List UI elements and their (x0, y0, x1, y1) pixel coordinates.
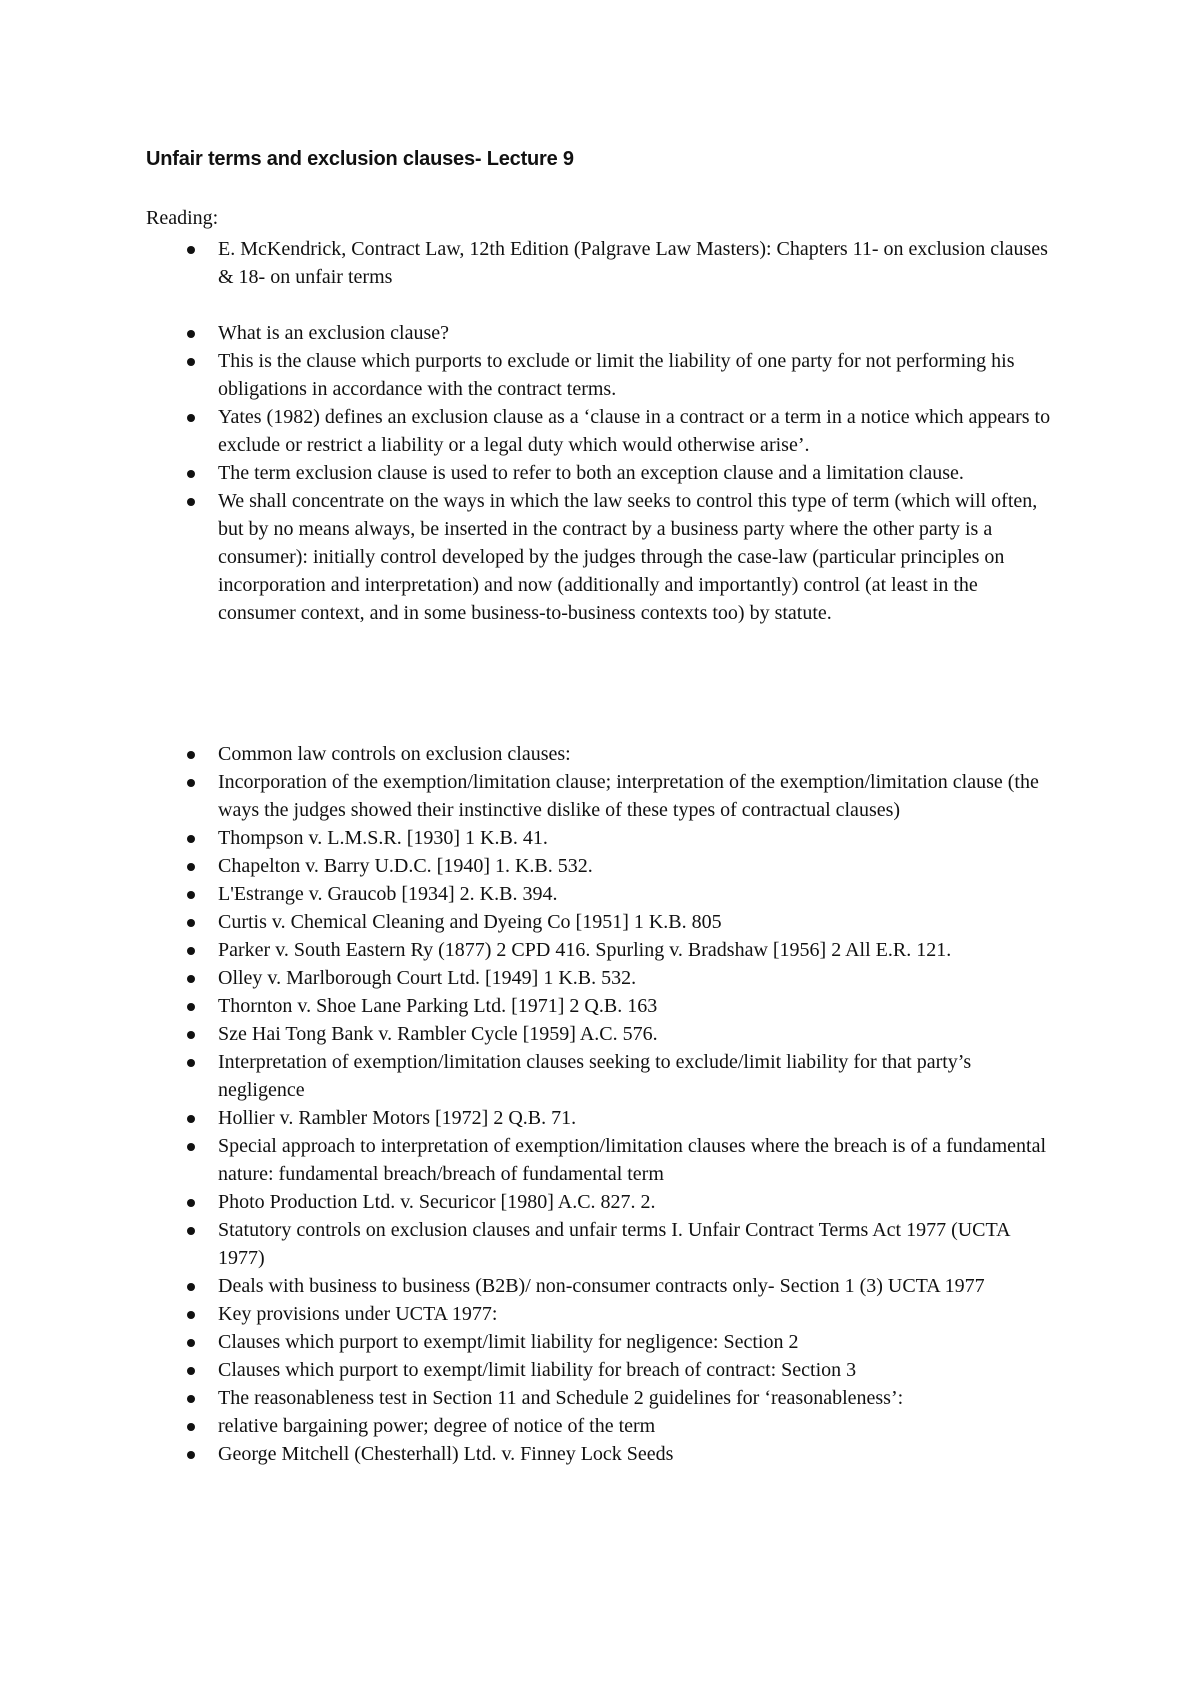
list-item: Chapelton v. Barry U.D.C. [1940] 1. K.B. 532. (0, 852, 1060, 880)
bullet-icon (187, 1311, 195, 1319)
list-item: Hollier v. Rambler Motors [1972] 2 Q.B. 71. (0, 1104, 1060, 1132)
bullet-icon (187, 1227, 195, 1235)
list-item: relative bargaining power; degree of notice of the term (0, 1412, 1060, 1440)
list-item: Olley v. Marlborough Court Ltd. [1949] 1 K.B. 532. (0, 964, 1060, 992)
bullet-icon (187, 891, 195, 899)
bullet-icon (187, 1423, 195, 1431)
bullet-icon (187, 498, 195, 506)
list-item: Yates (1982) defines an exclusion clause as a ‘clause in a contract or a term in a notice which appears to exclude or restrict a liability or a legal duty which would otherwise arise’. (0, 403, 1060, 459)
list-item: Clauses which purport to exempt/limit liability for breach of contract: Section 3 (0, 1356, 1060, 1384)
bullet-icon (187, 1339, 195, 1347)
bullet-icon (187, 975, 195, 983)
bullet-icon (187, 835, 195, 843)
bullet-icon (187, 1395, 195, 1403)
list-item: Clauses which purport to exempt/limit liability for negligence: Section 2 (0, 1328, 1060, 1356)
bullet-icon (187, 919, 195, 927)
list-item: Statutory controls on exclusion clauses and unfair terms I. Unfair Contract Terms Act 1977 (UCTA 1977) (0, 1216, 1060, 1272)
bullet-icon (187, 1451, 195, 1459)
list-item: Deals with business to business (B2B)/ non-consumer contracts only- Section 1 (3) UCTA 1977 (0, 1272, 1060, 1300)
bullet-icon (187, 863, 195, 871)
list-item: E. McKendrick, Contract Law, 12th Edition (Palgrave Law Masters): Chapters 11- on exclusion clauses & 18- on unfair terms (0, 235, 1060, 291)
list-item: Photo Production Ltd. v. Securicor [1980] A.C. 827. 2. (0, 1188, 1060, 1216)
document-title: Unfair terms and exclusion clauses- Lecture 9 (146, 148, 574, 170)
bullet-icon (187, 1367, 195, 1375)
list-item: Incorporation of the exemption/limitation clause; interpretation of the exemption/limitation clause (the ways the judges showed their instinctive dislike of these types of contractual clauses) (0, 768, 1060, 824)
list-item: L'Estrange v. Graucob [1934] 2. K.B. 394. (0, 880, 1060, 908)
intro-list (0, 319, 1200, 627)
reading-list (0, 235, 1200, 291)
bullet-icon (187, 1031, 195, 1039)
bullet-icon (187, 751, 195, 759)
list-item: Special approach to interpretation of exemption/limitation clauses where the breach is of a fundamental nature: fundamental breach/breach of fundamental term (0, 1132, 1060, 1188)
bullet-icon (187, 1283, 195, 1291)
bullet-icon (187, 1143, 195, 1151)
list-item: Thompson v. L.M.S.R. [1930] 1 K.B. 41. (0, 824, 1060, 852)
list-item: Common law controls on exclusion clauses: (0, 740, 1060, 768)
list-item: Interpretation of exemption/limitation clauses seeking to exclude/limit liability for that party’s negligence (0, 1048, 1060, 1104)
list-item: Parker v. South Eastern Ry (1877) 2 CPD 416. Spurling v. Bradshaw [1956] 2 All E.R. 121. (0, 936, 1060, 964)
bullet-icon (187, 358, 195, 366)
bullet-icon (187, 947, 195, 955)
list-item: This is the clause which purports to exclude or limit the liability of one party for not performing his obligations in accordance with the contract terms. (0, 347, 1060, 403)
reading-label: Reading: (146, 207, 219, 229)
bullet-icon (187, 470, 195, 478)
list-item: George Mitchell (Chesterhall) Ltd. v. Finney Lock Seeds (0, 1440, 1060, 1468)
list-item: The term exclusion clause is used to refer to both an exception clause and a limitation clause. (0, 459, 1060, 487)
list-item: Curtis v. Chemical Cleaning and Dyeing Co [1951] 1 K.B. 805 (0, 908, 1060, 936)
list-item: What is an exclusion clause? (0, 319, 1060, 347)
controls-list (0, 740, 1200, 1468)
bullet-icon (187, 1115, 195, 1123)
bullet-icon (187, 1059, 195, 1067)
list-item: The reasonableness test in Section 11 and Schedule 2 guidelines for ‘reasonableness’: (0, 1384, 1060, 1412)
list-item: Sze Hai Tong Bank v. Rambler Cycle [1959] A.C. 576. (0, 1020, 1060, 1048)
bullet-icon (187, 414, 195, 422)
list-item: We shall concentrate on the ways in which the law seeks to control this type of term (which will often, but by no means always, be inserted in the contract by a business party where the other party is a consumer): initially control developed by the judges through the case-law (particular principles on incorporation and interpretation) and now (additionally and importantly) control (at least in the consumer context, and in some business-to-business contexts too) by statute. (0, 487, 1060, 627)
list-item: Key provisions under UCTA 1977: (0, 1300, 1060, 1328)
bullet-icon (187, 246, 195, 254)
bullet-icon (187, 1003, 195, 1011)
bullet-icon (187, 1199, 195, 1207)
bullet-icon (187, 330, 195, 338)
bullet-icon (187, 779, 195, 787)
list-item: Thornton v. Shoe Lane Parking Ltd. [1971] 2 Q.B. 163 (0, 992, 1060, 1020)
